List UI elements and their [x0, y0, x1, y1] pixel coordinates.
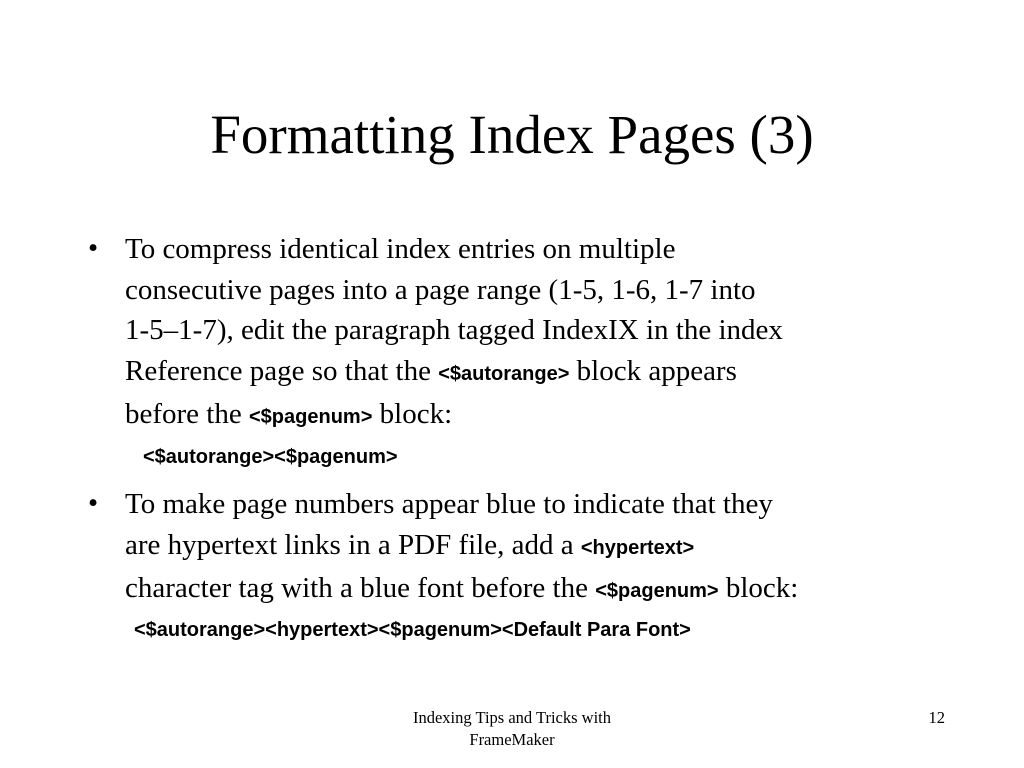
bullet-2-line-3-tail: block: — [718, 572, 799, 604]
bullet-1-line-3: 1-5–1-7), edit the paragraph tagged IndexIX in the index — [125, 314, 783, 346]
bullet-1-line-5-tail: block: — [372, 398, 453, 430]
bullet-2-marker: • — [88, 487, 99, 519]
autorange-code: <$autorange> — [438, 362, 570, 385]
bullet-1-line-4-tail: block appears — [569, 354, 737, 387]
bullet-1-text — [125, 229, 955, 438]
page-number: 12 — [928, 708, 945, 727]
bullet-1-line-4-text: Reference page so that the — [125, 354, 439, 387]
bullet-2-line-2 — [125, 525, 955, 569]
bullet-2-code-example: <$autorange><hypertext><$pagenum><Default Para Font> — [134, 619, 691, 641]
slide-title: Formatting Index Pages (3) — [210, 104, 814, 165]
bullet-2-line-3 — [125, 568, 955, 612]
hypertext-code: <hypertext> — [580, 536, 695, 559]
bullet-2-line-1: To make page numbers appear blue to indicate that they — [125, 488, 773, 520]
bullet-1-line-4 — [125, 351, 955, 395]
bullet-1-marker: • — [88, 232, 99, 264]
bullet-1-line-5 — [125, 394, 955, 438]
bullet-1-line-1: To compress identical index entries on multiple — [125, 233, 676, 265]
bullet-1-line-5-text: before the — [125, 398, 249, 430]
footer-line-1: Indexing Tips and Tricks with — [412, 708, 612, 727]
pagenum-code: <$pagenum> — [249, 406, 373, 428]
bullet-1-code-example: <$autorange><$pagenum> — [143, 446, 398, 468]
bullet-2-text — [125, 484, 955, 612]
bullet-2-line-3-text: character tag with a blue font before the — [125, 572, 596, 604]
pagenum-code: <$pagenum> — [595, 580, 719, 602]
footer-line-2: FrameMaker — [469, 730, 555, 749]
bullet-1-line-2: consecutive pages into a page range (1-5, 1-6, 1-7 into — [125, 273, 756, 306]
bullet-2-line-2-text: are hypertext links in a PDF file, add a — [125, 528, 581, 561]
footer-title — [382, 707, 642, 751]
